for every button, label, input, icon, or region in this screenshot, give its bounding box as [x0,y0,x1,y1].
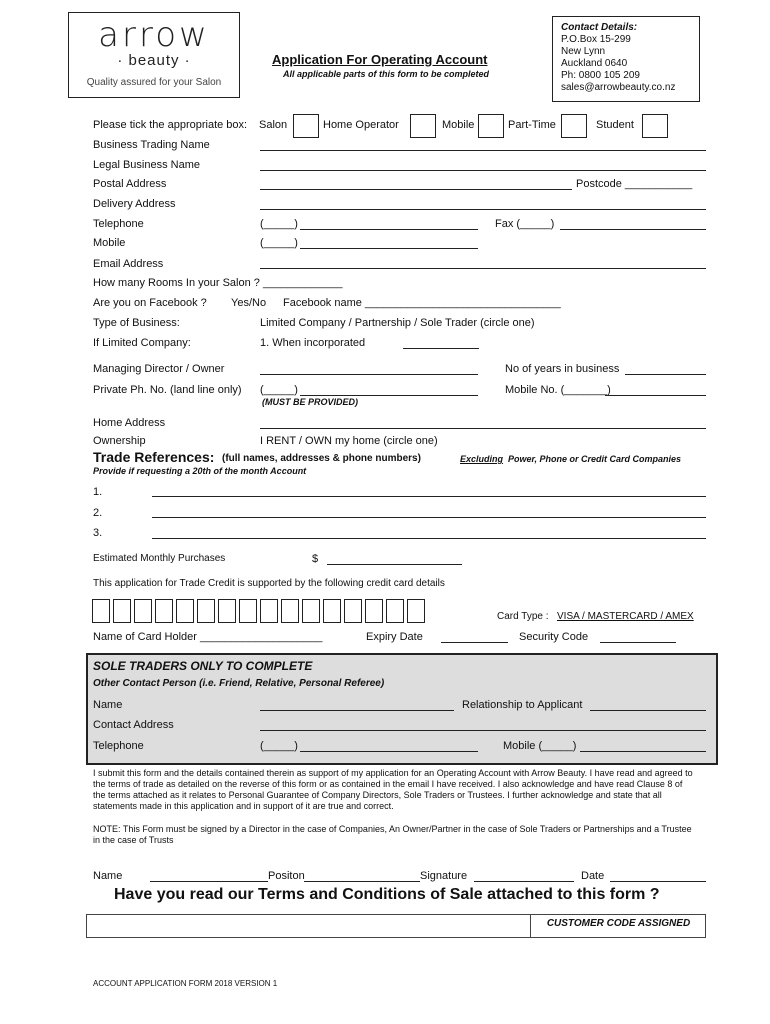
trade-references-excluding: Excluding [460,454,504,464]
trade-ref-number: 2. [93,507,103,519]
option-home-operator-label: Home Operator [323,119,399,131]
email-label: Email Address [93,258,164,270]
business-trading-name-field[interactable] [260,150,706,151]
card-number-digit-box[interactable] [218,599,236,623]
contact-heading: Contact Details: [561,22,638,33]
card-type-options[interactable]: VISA / MASTERCARD / AMEX [557,611,694,622]
expiry-label: Expiry Date [366,631,423,643]
email-field[interactable] [260,268,706,269]
trade-ref-field-2[interactable] [152,517,706,518]
telephone-field[interactable] [300,229,478,230]
page-title: Application For Operating Account [272,52,488,67]
signature-label: Signature [420,870,468,882]
contact-line: Ph: 0800 105 209 [561,70,640,81]
facebook-name-label: Facebook name ________________________________ [283,297,561,309]
must-be-provided-note: (MUST BE PROVIDED) [262,397,359,407]
credit-supported-text: This application for Trade Credit is supported by the following credit card details [93,578,445,589]
sole-telephone-field[interactable] [300,751,478,752]
trade-ref-number: 1. [93,486,103,498]
years-business-label: No of years in business [505,363,620,375]
type-business-options[interactable]: Limited Company / Partnership / Sole Trader (circle one) [260,317,535,329]
contact-line: sales@arrowbeauty.co.nz [561,82,676,93]
legal-business-name-label: Legal Business Name [93,159,201,171]
private-phone-label: Private Ph. No. (land line only) [93,384,242,396]
card-number-digit-box[interactable] [113,599,131,623]
salon-checkbox[interactable] [293,114,319,138]
monthly-purchases-field[interactable] [327,564,462,565]
facebook-question: Are you on Facebook ? [93,297,207,309]
managing-director-field[interactable] [260,374,478,375]
footer-version: ACCOUNT APPLICATION FORM 2018 VERSION 1 [93,979,278,988]
terms-question: Have you read our Terms and Conditions of Sale attached to this form ? [114,886,660,903]
option-student-label: Student [596,119,634,131]
relationship-field[interactable] [590,710,706,711]
when-incorporated-label: 1. When incorporated [260,337,366,349]
card-number-digit-box[interactable] [92,599,110,623]
signature-field[interactable] [474,881,574,882]
trade-references-heading: Trade References: [93,449,215,465]
delivery-address-label: Delivery Address [93,198,176,210]
company-logo [68,12,240,98]
incorporated-field[interactable] [403,348,479,349]
postal-address-field[interactable] [260,189,572,190]
card-number-digit-box[interactable] [365,599,383,623]
card-number-digit-box[interactable] [239,599,257,623]
logo-brand: arrow [98,15,210,55]
contact-line: Auckland 0640 [561,58,628,69]
card-number-digit-box[interactable] [197,599,215,623]
ownership-label: Ownership [93,435,146,447]
mobile-no-label: Mobile No. (_______) [505,384,611,396]
sign-date-field[interactable] [610,881,706,882]
contact-address-field[interactable] [260,730,706,731]
currency-symbol: $ [312,553,319,565]
security-code-field[interactable] [600,642,676,643]
card-holder-label: Name of Card Holder ____________________ [93,631,323,643]
contact-line: P.O.Box 15-299 [561,34,631,45]
card-number-digit-box[interactable] [386,599,404,623]
rooms-label: How many Rooms In your Salon ? _____________ [93,277,343,289]
mobile-label: Mobile [93,237,126,249]
monthly-purchases-label: Estimated Monthly Purchases [93,553,226,564]
fax-label: Fax (_____) [495,218,555,230]
card-number-digit-box[interactable] [134,599,152,623]
sole-name-field[interactable] [260,710,454,711]
private-phone-area: (_____) [260,384,298,396]
logo-tagline: Quality assured for your Salon [86,77,222,88]
declaration-text: I submit this form and the details contained therein as support of my application for an Operating Account with Arrow Beauty. I have read and agreed to the terms of trade as detailed on the reverse of this form or as contained in the email I have received. I also acknowledge and have read Clause 8 of the terms attached as it relates to Personal Guarantee of Company Directors, Sole Traders or Trustees. I further acknowledge and state that all statements made in this application and in support of it are true and correct. [93,768,693,811]
managing-director-label: Managing Director / Owner [93,363,225,375]
trade-references-detail: (full names, addresses & phone numbers) [222,453,421,464]
business-trading-name-label: Business Trading Name [93,139,210,151]
trade-ref-number: 3. [93,527,103,539]
mobile-field[interactable] [300,248,478,249]
sole-mobile-field[interactable] [580,751,706,752]
mobile-no-field[interactable] [605,395,706,396]
sole-traders-heading: SOLE TRADERS ONLY TO COMPLETE [93,659,313,673]
trade-ref-field-3[interactable] [152,538,706,539]
fax-field[interactable] [560,229,706,230]
relationship-label: Relationship to Applicant [462,699,583,711]
card-number-digit-box[interactable] [344,599,362,623]
postcode-label: Postcode ___________ [576,178,693,190]
delivery-address-field[interactable] [260,209,706,210]
trade-ref-field-1[interactable] [152,496,706,497]
part-time-checkbox[interactable] [561,114,587,138]
sole-telephone-area: (_____) [260,740,298,752]
card-number-digit-box[interactable] [302,599,320,623]
sole-telephone-label: Telephone [93,740,144,752]
security-code-label: Security Code [519,631,589,643]
sole-mobile-label: Mobile (_____) [503,740,577,752]
sign-position-label: Positon [268,870,305,882]
sign-name-label: Name [93,870,123,882]
home-address-field[interactable] [260,428,706,429]
option-part-time-label: Part-Time [508,119,556,131]
other-contact-heading: Other Contact Person (i.e. Friend, Relative, Personal Referee) [93,678,385,689]
contact-details-box [552,16,700,102]
page-subtitle: All applicable parts of this form to be completed [283,69,490,79]
contact-address-label: Contact Address [93,719,174,731]
telephone-area-code: (_____) [260,218,298,230]
card-number-digit-box[interactable] [281,599,299,623]
postal-address-label: Postal Address [93,178,167,190]
sign-position-field[interactable] [304,881,420,882]
type-business-label: Type of Business: [93,317,180,329]
card-number-digit-box[interactable] [176,599,194,623]
sign-date-label: Date [581,870,605,882]
mobile-checkbox[interactable] [478,114,504,138]
if-limited-label: If Limited Company: [93,337,191,349]
expiry-field[interactable] [441,642,508,643]
trade-references-provide-note: Provide if requesting a 20th of the month Account [93,466,307,476]
student-checkbox[interactable] [642,114,668,138]
card-number-digit-box[interactable] [260,599,278,623]
card-number-digit-box[interactable] [407,599,425,623]
contact-line: New Lynn [561,46,606,57]
sign-name-field[interactable] [150,881,268,882]
private-phone-field[interactable] [300,395,478,396]
logo-sub: · beauty · [117,52,191,69]
telephone-label: Telephone [93,218,144,230]
customer-code-label: CUSTOMER CODE ASSIGNED [530,914,706,938]
card-number-digit-box[interactable] [155,599,173,623]
ownership-options[interactable]: I RENT / OWN my home (circle one) [260,435,438,447]
home-address-label: Home Address [93,417,166,429]
option-salon-label: Salon [259,119,288,131]
card-number-digit-box[interactable] [323,599,341,623]
trade-references-exclusions: Power, Phone or Credit Card Companies [508,454,682,464]
option-mobile-label: Mobile [442,119,475,131]
card-type-label: Card Type : [497,611,549,622]
legal-business-name-field[interactable] [260,170,706,171]
sole-name-label: Name [93,699,123,711]
tick-label: Please tick the appropriate box: [93,119,248,131]
home-operator-checkbox[interactable] [410,114,436,138]
signing-note: NOTE: This Form must be signed by a Director in the case of Companies, An Owner/Partner in the case of Sole Traders or Partnerships and a Trustee in the case of Trusts [93,824,692,845]
mobile-area-code: (_____) [260,237,298,249]
years-business-field[interactable] [625,374,706,375]
facebook-yes-no[interactable]: Yes/No [231,297,267,309]
